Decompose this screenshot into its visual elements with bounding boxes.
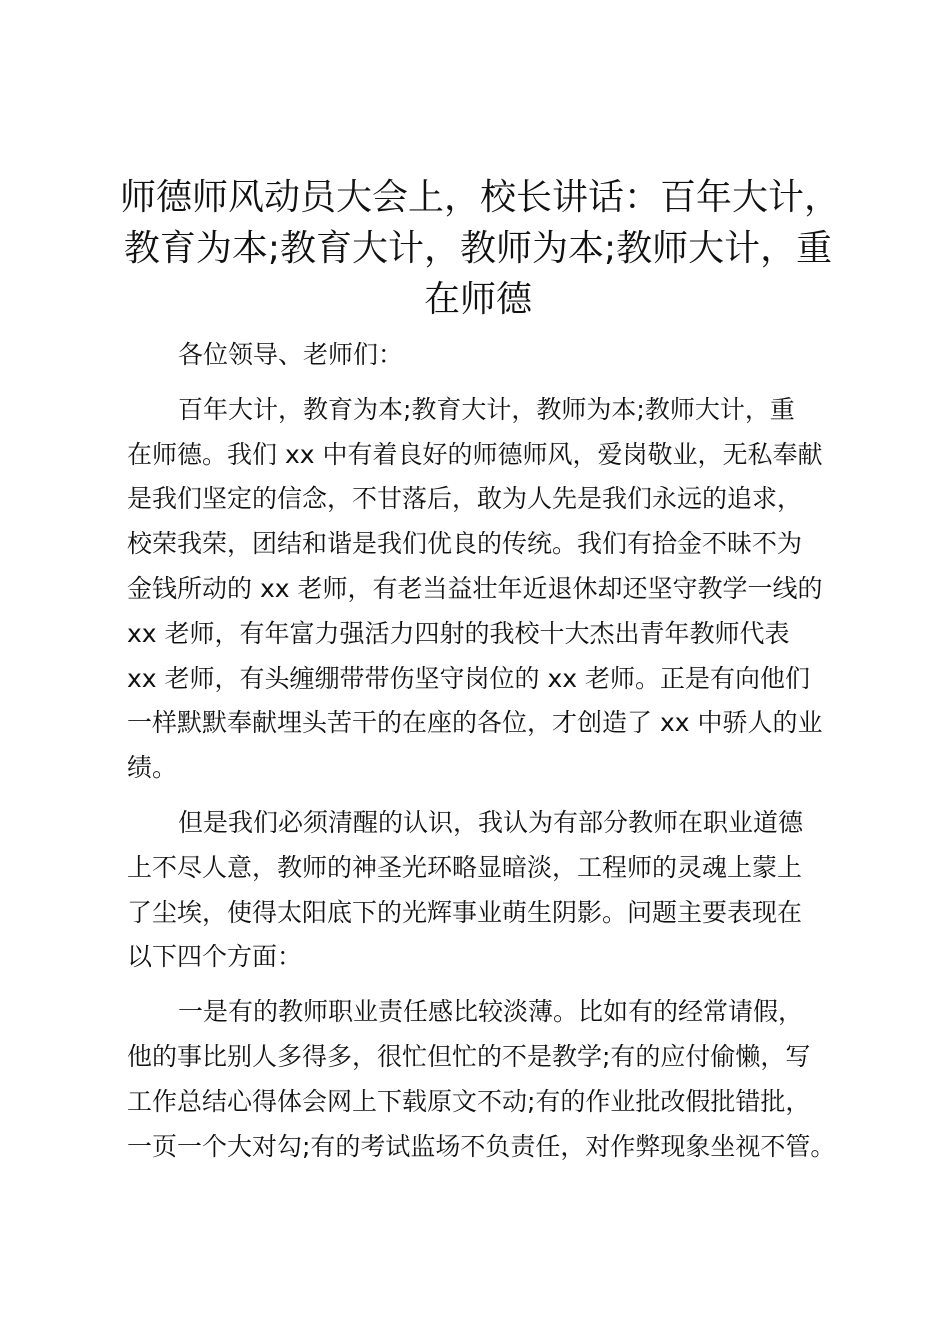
paragraph-line: 上不尽人意，教师的神圣光环略显暗淡，工程师的灵魂上蒙上 (127, 852, 803, 882)
title-line-3: 在师德 (423, 279, 532, 320)
greeting-paragraph (127, 333, 839, 378)
greeting-text: 各位领导、老师们： (178, 340, 404, 369)
body-paragraph-3 (127, 990, 839, 1169)
title-line-1: 师德师风动员大会上，校长讲话：百年大计， (120, 177, 841, 218)
paragraph-line: 一是有的教师职业责任感比较淡薄。比如有的经常请假， (178, 997, 804, 1027)
paragraph-line: 一样默默奉献埋头苦干的在座的各位，才创造了 xx 中骄人的业 (127, 708, 823, 738)
paragraph-line: 绩。 (127, 753, 178, 783)
paragraph-line: xx 老师，有年富力强活力四射的我校十大杰出青年教师代表 (127, 618, 790, 648)
paragraph-line: 了尘埃，使得太阳底下的光辉事业萌生阴影。问题主要表现在 (127, 897, 803, 927)
paragraph-line: 校荣我荣，团结和谐是我们优良的传统。我们有拾金不昧不为 (127, 529, 803, 559)
paragraph-line: 在师德。我们 xx 中有着良好的师德师风，爱岗敬业，无私奉献 (127, 439, 823, 469)
paragraph-line: 百年大计，教育为本;教育大计，教师为本;教师大计，重 (178, 394, 795, 424)
paragraph-line: 是我们坚定的信念，不甘落后，敢为人先是我们永远的追求， (127, 484, 803, 514)
title-line-2: 教育为本;教育大计，教师为本;教师大计，重 (123, 228, 833, 269)
paragraph-line: 以下四个方面： (127, 942, 303, 972)
document-title (120, 172, 841, 325)
paragraph-line: 他的事比别人多得多，很忙但忙的不是教学;有的应付偷懒，写 (127, 1041, 811, 1071)
paragraph-line: 但是我们必须清醒的认识，我认为有部分教师在职业道德 (178, 807, 804, 837)
document-body (127, 333, 839, 1179)
paragraph-line: 工作总结心得体会网上下载原文不动;有的作业批改假批错批， (127, 1086, 811, 1116)
paragraph-line: xx 老师，有头缠绷带带伤坚守岗位的 xx 老师。正是有向他们 (127, 663, 811, 693)
body-paragraph-1 (127, 388, 839, 791)
paragraph-line: 金钱所动的 xx 老师，有老当益壮年近退休却还坚守教学一线的 (127, 573, 823, 603)
paragraph-line: 一页一个大对勾;有的考试监场不负责任，对作弊现象坐视不管。 (127, 1131, 836, 1161)
body-paragraph-2 (127, 801, 839, 980)
